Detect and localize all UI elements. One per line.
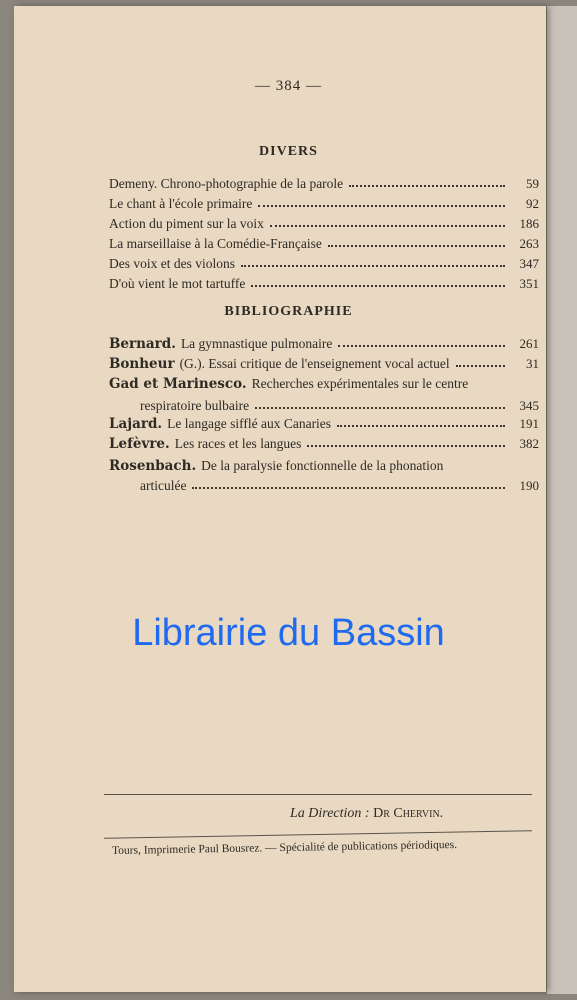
entry-title: D'où vient le mot tartuffe xyxy=(109,276,246,291)
leader-dots xyxy=(241,265,505,267)
direction-label: La Direction : xyxy=(290,806,370,821)
leader-dots xyxy=(328,245,505,247)
entry-author: Bonheur xyxy=(109,356,175,372)
entry-page: 92 xyxy=(526,196,539,211)
entry-author: Rosenbach. xyxy=(109,458,197,474)
entry-page: 263 xyxy=(519,236,539,251)
list-item xyxy=(109,454,539,474)
entry-author: Lajard. xyxy=(109,416,163,432)
printer-imprint: Tours, Imprimerie Paul Bousrez. — Spécialité de publications périodiques. xyxy=(111,838,458,858)
list-item xyxy=(109,372,539,392)
entry-title-continued: articulée xyxy=(140,478,187,493)
list-item xyxy=(109,232,539,252)
entry-title: Le langage sifflé aux Canaries xyxy=(167,416,332,431)
direction-name: Dr Chervin. xyxy=(373,806,444,821)
entry-title: Action du piment sur la voix xyxy=(109,216,264,231)
page-number: — 384 — xyxy=(255,78,322,94)
entry-page: 186 xyxy=(519,216,539,231)
list-item-continuation xyxy=(140,474,539,494)
section-heading-divers: DIVERS xyxy=(259,144,318,159)
leader-dots xyxy=(307,445,505,447)
list-item xyxy=(109,412,539,432)
leader-dots xyxy=(270,225,505,227)
leader-dots xyxy=(338,345,505,347)
entry-author: Lefèvre. xyxy=(109,436,170,452)
entry-page: 261 xyxy=(519,336,539,351)
list-item xyxy=(109,272,539,292)
entry-title: Le chant à l'école primaire xyxy=(109,196,253,211)
entry-title: Recherches expérimentales sur le centre xyxy=(251,376,469,391)
entry-page: 191 xyxy=(519,416,539,431)
entry-title: (G.). Essai critique de l'enseignement vocal actuel xyxy=(179,356,450,371)
leader-dots xyxy=(258,205,505,207)
entry-page: 351 xyxy=(519,276,539,291)
leader-dots xyxy=(192,487,505,489)
entry-page: 347 xyxy=(519,256,539,271)
list-item-continuation xyxy=(140,394,539,414)
leader-dots xyxy=(456,365,505,367)
entry-page: 190 xyxy=(519,478,539,493)
leader-dots xyxy=(337,425,505,427)
divider xyxy=(104,794,532,795)
entry-title: Les races et les langues xyxy=(174,436,302,451)
list-item xyxy=(109,352,539,372)
entry-title: Des voix et des violons xyxy=(109,256,235,271)
entry-title: Demeny. Chrono-photographie de la parole xyxy=(109,176,344,191)
entry-title-continued: respiratoire bulbaire xyxy=(140,398,250,413)
entry-page: 382 xyxy=(519,436,539,451)
entry-title: La marseillaise à la Comédie-Française xyxy=(109,236,322,251)
list-item xyxy=(109,432,539,452)
leader-dots xyxy=(255,407,505,409)
list-item xyxy=(109,192,539,212)
watermark-text: Librairie du Bassin xyxy=(132,612,445,654)
entry-page: 31 xyxy=(526,356,539,371)
entry-title: La gymnastique pulmonaire xyxy=(180,336,333,351)
entry-title: De la paralysie fonctionnelle de la phonation xyxy=(201,458,444,473)
entry-author: Bernard. xyxy=(109,336,176,352)
entry-page: 345 xyxy=(519,398,539,413)
leader-dots xyxy=(349,185,505,187)
entry-page: 59 xyxy=(526,176,539,191)
leader-dots xyxy=(251,285,505,287)
section-heading-bibliographie: BIBLIOGRAPHIE xyxy=(224,304,353,319)
list-item xyxy=(109,332,539,352)
list-item xyxy=(109,172,539,192)
list-item xyxy=(109,212,539,232)
list-item xyxy=(109,252,539,272)
direction-signature xyxy=(290,806,443,822)
entry-author: Gad et Marinesco. xyxy=(109,376,247,392)
